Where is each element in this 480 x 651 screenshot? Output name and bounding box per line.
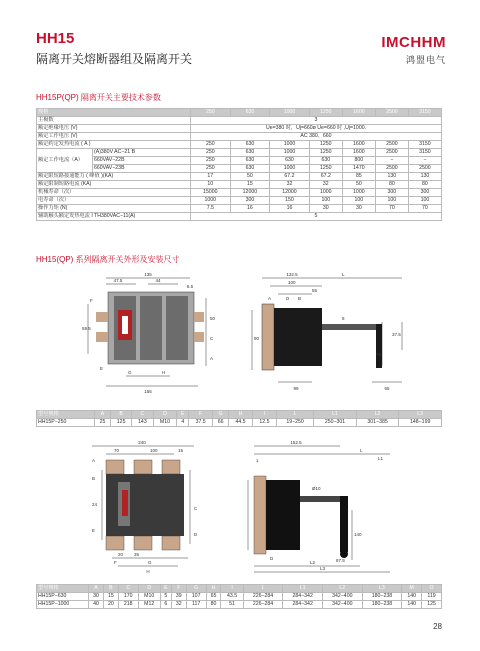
table-row	[37, 601, 442, 609]
cell: 25	[95, 419, 111, 427]
dim-label: E	[100, 366, 104, 371]
cell: 250−301	[314, 419, 357, 427]
dim-label: 65	[384, 386, 390, 391]
dim-label: 99	[293, 386, 299, 391]
header-cell: E	[160, 585, 171, 593]
header-cell: H	[229, 411, 253, 419]
row-label: 额定工作电压 (V)	[37, 133, 191, 141]
cell: 250	[191, 157, 231, 165]
cell: 630	[230, 149, 270, 157]
header-cell: I	[252, 411, 276, 419]
row-sublabel: (A)380V AC−21 B	[93, 149, 191, 157]
cell: 119	[422, 593, 442, 601]
header-cell: I	[221, 585, 243, 593]
cell: 1600	[342, 141, 375, 149]
dim-header-row	[37, 411, 442, 419]
cell: HH15P−630	[37, 593, 89, 601]
cell: 284−342	[283, 601, 323, 609]
dim-label: 70	[376, 352, 382, 357]
header-cell: E	[177, 411, 189, 419]
cell: 300	[375, 189, 408, 197]
cell: 1470	[342, 165, 375, 173]
row-span-value: 5	[191, 213, 442, 221]
dim-label: 20	[118, 552, 124, 557]
dim-label: 44	[155, 278, 161, 283]
dim-label: B	[298, 296, 302, 301]
switch-body	[266, 480, 300, 550]
cell: 1000	[309, 189, 342, 197]
table-row	[37, 197, 442, 205]
logo-mark: IMCHHM	[381, 34, 446, 51]
row-span-value: 3	[191, 117, 442, 125]
dim-label: 1	[256, 458, 259, 463]
cell: 6	[160, 601, 171, 609]
header-cell: B	[103, 585, 118, 593]
dimension-table-630-1000	[36, 584, 442, 609]
table-row	[37, 205, 442, 213]
table-row	[37, 593, 442, 601]
row-label: 额定约定发热电流 ( A )	[37, 141, 191, 149]
header-cell: H	[206, 585, 221, 593]
cell: 1000	[270, 141, 310, 149]
cell: 30	[342, 205, 375, 213]
cell: 16	[270, 205, 310, 213]
header-cell: A	[95, 411, 111, 419]
cell: 630	[230, 157, 270, 165]
dim-label: 240	[138, 440, 146, 445]
cell: 80	[408, 181, 441, 189]
dim-label: 100	[288, 280, 296, 285]
dim-label: A	[92, 458, 96, 463]
cell: M12	[138, 601, 160, 609]
header-cell: L	[243, 585, 283, 593]
cell: 1600	[342, 149, 375, 157]
page-number: 28	[433, 622, 442, 631]
cell: 3150	[408, 149, 441, 157]
params-header-cell: 1000	[270, 109, 310, 117]
dim-label: L3	[320, 566, 326, 571]
header-cell: B	[111, 411, 132, 419]
cell: 50	[230, 173, 270, 181]
row-label: 机械寿命（次）	[37, 189, 191, 197]
header-cell: G	[186, 585, 206, 593]
cell: 15	[103, 593, 118, 601]
logo-chinese-name: 鸿盟电气	[405, 55, 446, 65]
table-row	[37, 165, 442, 173]
dim-header-row	[37, 585, 442, 593]
header-cell: L	[276, 411, 313, 419]
cell: 800	[342, 157, 375, 165]
dim-label: 47.5	[113, 278, 123, 283]
cell: M10	[138, 593, 160, 601]
dim-label: 70	[114, 448, 120, 453]
cell: 130	[375, 173, 408, 181]
cell: 30	[89, 593, 104, 601]
cell: 107	[186, 593, 206, 601]
cell: 15000	[191, 189, 231, 197]
dim-label: 55	[312, 288, 318, 293]
params-header-label: 规格	[37, 109, 191, 117]
header-cell: C	[118, 585, 138, 593]
cell: 37.5	[189, 419, 213, 427]
row-label: 额定绝缘电压 (V)	[37, 125, 191, 133]
dim-label: B	[92, 476, 96, 481]
cell: 100	[342, 197, 375, 205]
dim-label: 6.5	[186, 284, 194, 289]
cell: 70	[375, 205, 408, 213]
table-row	[37, 189, 442, 197]
cell: 250	[191, 149, 231, 157]
cell: 342−400	[322, 601, 362, 609]
cell: 2500	[375, 149, 408, 157]
cell: 300	[408, 189, 441, 197]
cell: 226−284	[243, 593, 283, 601]
header-cell: M	[402, 585, 422, 593]
dim-label: 87.5	[336, 558, 345, 563]
cell: 85	[342, 173, 375, 181]
dim-label: 132.5	[286, 272, 298, 277]
cell: 1250	[309, 165, 342, 173]
cell: 1000	[270, 149, 310, 157]
dim-label: A	[268, 296, 272, 301]
cell: 630	[230, 165, 270, 173]
dim-label: 59.5	[82, 326, 91, 331]
params-header-cell: 1250	[309, 109, 342, 117]
page-header	[36, 30, 446, 80]
cell: 67.2	[309, 173, 342, 181]
dim-label: L	[360, 448, 363, 453]
dim-label: G	[148, 560, 152, 565]
row-span-value: Ue=380 时，Uj=660ø Ue=660 时 ,Uj=1000.	[191, 125, 442, 133]
work-current-label: 额定工作电流（A）	[37, 149, 93, 173]
dim-label: Ø10	[312, 486, 321, 491]
dim-label: 100	[150, 448, 158, 453]
cell: 1000	[270, 165, 310, 173]
cell: 44.5	[229, 419, 253, 427]
dim-label: 35	[134, 552, 140, 557]
dim-label: H	[162, 370, 166, 375]
cell: 15	[230, 181, 270, 189]
cell: 51	[221, 601, 243, 609]
dimension-table-250	[36, 410, 442, 427]
cell: 39	[171, 593, 186, 601]
cell: 100	[408, 197, 441, 205]
row-label: 电寿命（次）	[37, 197, 191, 205]
hh15p-630-1000-front-drawing	[78, 440, 218, 576]
dim-label: L	[342, 272, 345, 277]
cell: 2500	[375, 165, 408, 173]
cell: 4	[177, 419, 189, 427]
cell: 17	[191, 173, 231, 181]
cell: 140	[402, 593, 422, 601]
params-header-cell: 250	[191, 109, 231, 117]
dim-label: 8	[342, 316, 345, 321]
cell: 180−238	[362, 593, 402, 601]
row-sublabel: 660VAV−22B	[93, 157, 191, 165]
cell: 16	[230, 205, 270, 213]
cell: M10	[153, 419, 177, 427]
header-cell: L2	[356, 411, 399, 419]
header-cell: L3	[362, 585, 402, 593]
cell: 65	[206, 593, 221, 601]
dim-label: G	[128, 370, 132, 375]
cell: −	[408, 157, 441, 165]
hh15p-630-1000-side-drawing	[240, 440, 410, 576]
cell: 226−284	[243, 601, 283, 609]
dim-label: 24	[92, 502, 98, 507]
params-header-cell: 630	[230, 109, 270, 117]
table-row	[37, 149, 442, 157]
brand-logo	[381, 34, 446, 66]
header-cell: D	[153, 411, 177, 419]
header-cell: F	[171, 585, 186, 593]
page-title: HH15	[36, 30, 75, 47]
handle-red-icon	[122, 490, 128, 516]
cell: 170	[118, 593, 138, 601]
cell: 66	[213, 419, 229, 427]
cell: 2500	[408, 165, 441, 173]
params-section-title: HH15P(QP) 隔离开关主要技术参数	[36, 93, 161, 102]
header-cell: 型号规格	[37, 585, 89, 593]
cell: 284−342	[283, 593, 323, 601]
cell: 30	[309, 205, 342, 213]
cell: 19−250	[276, 419, 313, 427]
cell: 3150	[408, 141, 441, 149]
header-cell: 型号规格	[37, 411, 95, 419]
row-label: 主极数	[37, 117, 191, 125]
cell: 301−385	[356, 419, 399, 427]
cell: 32	[270, 181, 310, 189]
table-row	[37, 117, 442, 125]
cell: 70	[408, 205, 441, 213]
header-cell: L3	[399, 411, 442, 419]
dim-label: L1	[378, 456, 384, 461]
cell: 125	[111, 419, 132, 427]
cell: 300	[230, 197, 270, 205]
table-row	[37, 181, 442, 189]
row-label: 操作力矩 (N)	[37, 205, 191, 213]
cell: 1000	[191, 197, 231, 205]
dim-label: 50	[210, 316, 216, 321]
dim-label: E	[92, 528, 96, 533]
params-header-cell: 2500	[375, 109, 408, 117]
dim-label: 152.5	[290, 440, 302, 445]
row-label: 额定限短路接通能力 ( 峰值 )(KA)	[37, 173, 191, 181]
cell: HH15P−250	[37, 419, 95, 427]
cell: 143	[132, 419, 153, 427]
dim-label: 15	[178, 448, 184, 453]
cell: 150	[270, 197, 310, 205]
cell: 630	[270, 157, 310, 165]
cell: 80	[375, 181, 408, 189]
cell: 148−199	[399, 419, 442, 427]
cell: 12.5	[252, 419, 276, 427]
cell: 20	[103, 601, 118, 609]
cell: 140	[402, 601, 422, 609]
cell: 67.2	[270, 173, 310, 181]
dim-label: 37.5	[392, 332, 401, 337]
table-row	[37, 213, 442, 221]
params-header-cell: 3150	[408, 109, 441, 117]
cell: 250	[191, 141, 231, 149]
params-header-cell: 1600	[342, 109, 375, 117]
dim-label: 155	[144, 389, 152, 394]
switch-body	[274, 308, 322, 366]
cell: 7.5	[191, 205, 231, 213]
cell: 12000	[270, 189, 310, 197]
dim-label: D	[286, 296, 290, 301]
header-cell: G	[213, 411, 229, 419]
cell: 32	[171, 601, 186, 609]
header-cell: F	[189, 411, 213, 419]
cell: 1250	[309, 149, 342, 157]
header-cell: C	[132, 411, 153, 419]
cell: 32	[309, 181, 342, 189]
cell: 1000	[342, 189, 375, 197]
params-header-row	[37, 109, 442, 117]
table-row	[37, 419, 442, 427]
cell: 630	[309, 157, 342, 165]
header-cell: L1	[314, 411, 357, 419]
page-subtitle: 隔离开关熔断器组及隔离开关	[36, 52, 193, 66]
cell: −	[375, 157, 408, 165]
row-sublabel: 660VAV−23B	[93, 165, 191, 173]
cell: 43.5	[221, 593, 243, 601]
hh15p-250-front-drawing	[78, 270, 228, 400]
cell: 40	[89, 601, 104, 609]
cell: 180−238	[362, 601, 402, 609]
row-label: 额定限制短路电流 (KA)	[37, 181, 191, 189]
header-cell: O	[422, 585, 442, 593]
dim-label: C	[210, 336, 214, 341]
cell: 218	[118, 601, 138, 609]
dim-label: F	[90, 298, 93, 303]
table-row	[37, 173, 442, 181]
table-row	[37, 157, 442, 165]
dim-label: D	[194, 532, 198, 537]
dim-label: 140	[354, 532, 362, 537]
cell: 125	[422, 601, 442, 609]
dim-label: 135	[144, 272, 152, 277]
cell: 250	[191, 165, 231, 173]
dim-label: D	[270, 556, 274, 561]
row-span-value: AC 380、660	[191, 133, 442, 141]
cell: 50	[342, 181, 375, 189]
dim-label: C	[194, 506, 198, 511]
cell: 630	[230, 141, 270, 149]
header-cell: D	[138, 585, 160, 593]
cell: 10	[191, 181, 231, 189]
dim-label: A	[210, 356, 214, 361]
header-cell: L1	[283, 585, 323, 593]
cell: 100	[309, 197, 342, 205]
table-row	[37, 125, 442, 133]
cell: 100	[375, 197, 408, 205]
params-table	[36, 108, 442, 221]
cell: HH15P−1000	[37, 601, 89, 609]
cell: 342−400	[322, 593, 362, 601]
cell: 5	[160, 593, 171, 601]
dim-label: 90	[254, 336, 260, 341]
dimensions-section-title: HH15(QP) 系列隔离开关外形及安装尺寸	[36, 255, 180, 264]
table-row	[37, 141, 442, 149]
hh15p-250-side-drawing	[242, 270, 412, 400]
cell: 130	[408, 173, 441, 181]
cell: 1250	[309, 141, 342, 149]
cell: 80	[206, 601, 221, 609]
cell: 117	[186, 601, 206, 609]
header-cell: A	[89, 585, 104, 593]
dim-label: H	[146, 569, 150, 574]
dim-label: L2	[310, 560, 316, 565]
row-label: 辅助触头额定发热电流 I TH380VAC−11(A)	[37, 213, 191, 221]
header-cell: L2	[322, 585, 362, 593]
table-row	[37, 133, 442, 141]
cell: 12000	[230, 189, 270, 197]
cell: 2500	[375, 141, 408, 149]
dim-label: F	[114, 560, 117, 565]
